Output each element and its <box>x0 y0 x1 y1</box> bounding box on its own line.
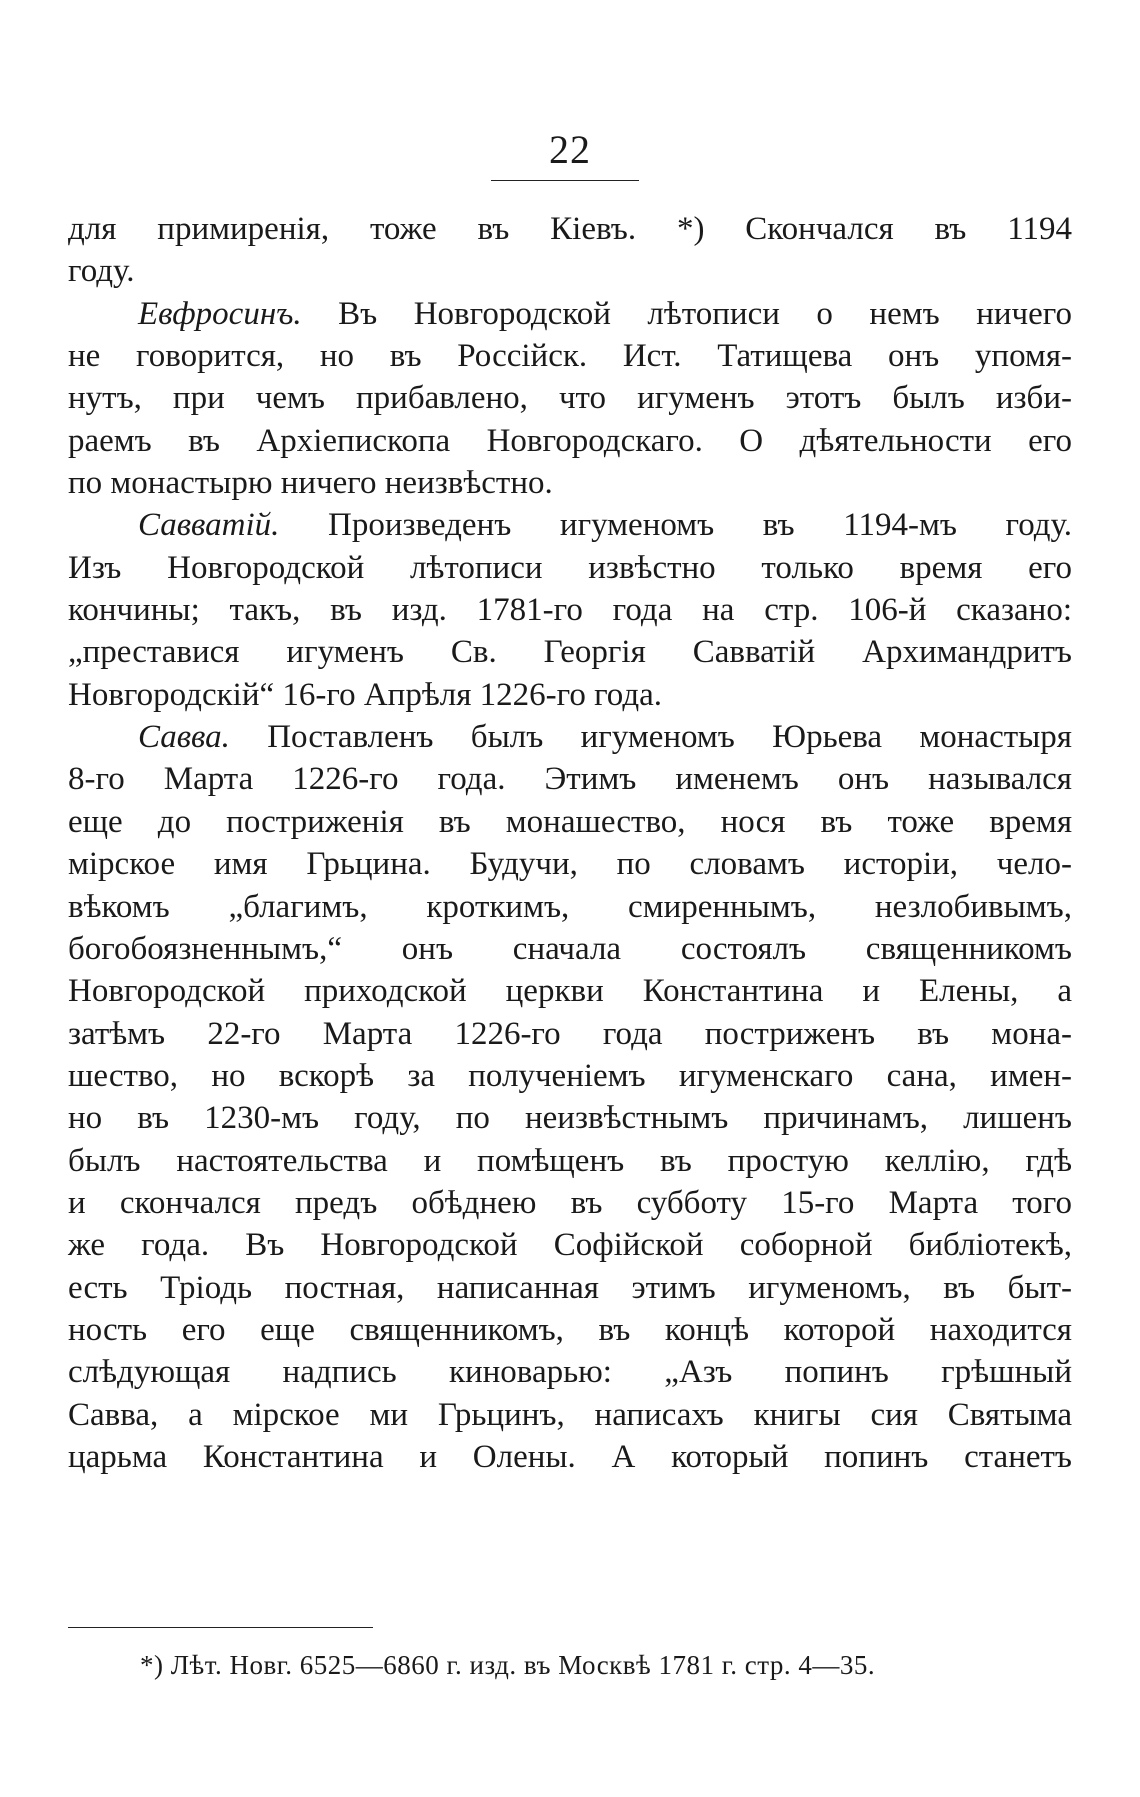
abbot-name: Савва. <box>138 719 230 756</box>
text-line: Савватій. Произведенъ игуменомъ въ 1194-мъ году. <box>138 507 1072 544</box>
text-line: слѣдующая надпись киноварью: „Азъ попинъ грѣшный <box>68 1354 1072 1391</box>
text-line: раемъ въ Архіепископа Новгородскаго. О дѣятельности его <box>68 422 1072 459</box>
text-line: Евфросинъ. Въ Новгородской лѣтописи о немъ ничего <box>138 295 1072 332</box>
footnote: *) Лѣт. Новг. 6525—6860 г. изд. въ Москвѣ 1781 г. стр. 4—35. <box>140 1650 876 1680</box>
text-line: ность его еще священникомъ, въ концѣ которой находится <box>68 1311 1072 1348</box>
text-line: шество, но вскорѣ за полученіемъ игуменскаго сана, имен- <box>68 1057 1072 1094</box>
text-line: еще до постриженія въ монашество, нося въ тоже время <box>68 803 1072 840</box>
text-line: Изъ Новгородской лѣтописи извѣстно только время его <box>68 549 1072 586</box>
text-line: Савва. Поставленъ былъ игуменомъ Юрьева монастыря <box>138 719 1072 756</box>
text-line: есть Тріодь постная, написанная этимъ игуменомъ, въ быт- <box>68 1269 1072 1306</box>
text-line: богобоязненнымъ,“ онъ сначала состоялъ священникомъ <box>68 930 1072 967</box>
page-number: 22 <box>549 127 591 172</box>
text-line: для примиренія, тоже въ Кіевъ. *) Скончался въ 1194 <box>68 211 1072 247</box>
text-line: затѣмъ 22-го Марта 1226-го года постриженъ въ мона- <box>68 1015 1072 1052</box>
text-line: былъ настоятельства и помѣщенъ въ простую келлію, гдѣ <box>68 1142 1072 1179</box>
footnote-rule <box>68 1627 373 1628</box>
text-line: вѣкомъ „благимъ, кроткимъ, смиреннымъ, незлобивымъ, <box>68 888 1072 925</box>
text-line: „преставися игуменъ Св. Георгія Савватій Архимандритъ <box>68 634 1072 671</box>
text-line: но въ 1230-мъ году, по неизвѣстнымъ причинамъ, лишенъ <box>68 1100 1072 1137</box>
abbot-name: Евфросинъ. <box>138 295 302 332</box>
text-line: мірское имя Грьцина. Будучи, по словамъ исторіи, чело- <box>68 846 1072 883</box>
text-line: царьма Константина и Олены. А который попинъ станетъ <box>68 1438 1072 1475</box>
text-line: Новгородской приходской церкви Константина и Елены, а <box>68 973 1072 1010</box>
text-line: по монастырю ничего неизвѣстно. <box>68 465 553 502</box>
abbot-name: Савватій. <box>138 507 280 544</box>
text-line: году. <box>68 253 135 290</box>
body-text <box>68 208 1072 1478</box>
text-line: кончины; такъ, въ изд. 1781-го года на стр. 106-й сказано: <box>68 592 1072 629</box>
text-line: же года. Въ Новгородской Софійской соборной библіотекѣ, <box>68 1227 1072 1264</box>
page-number-rule <box>491 180 639 181</box>
text-line: нутъ, при чемъ прибавлено, что игуменъ этотъ былъ изби- <box>68 380 1072 417</box>
text-line: и скончался предъ обѣднею въ субботу 15-го Марта того <box>68 1184 1072 1221</box>
text-line: Новгородскій“ 16-го Апрѣля 1226-го года. <box>68 676 663 713</box>
text-line: не говорится, но въ Россійск. Ист. Татищева онъ упомя- <box>68 338 1072 375</box>
text-line: 8-го Марта 1226-го года. Этимъ именемъ онъ назывался <box>68 761 1072 798</box>
text-line: Савва, а мірское ми Грьцинъ, написахъ книгы сия Святыма <box>68 1396 1072 1433</box>
